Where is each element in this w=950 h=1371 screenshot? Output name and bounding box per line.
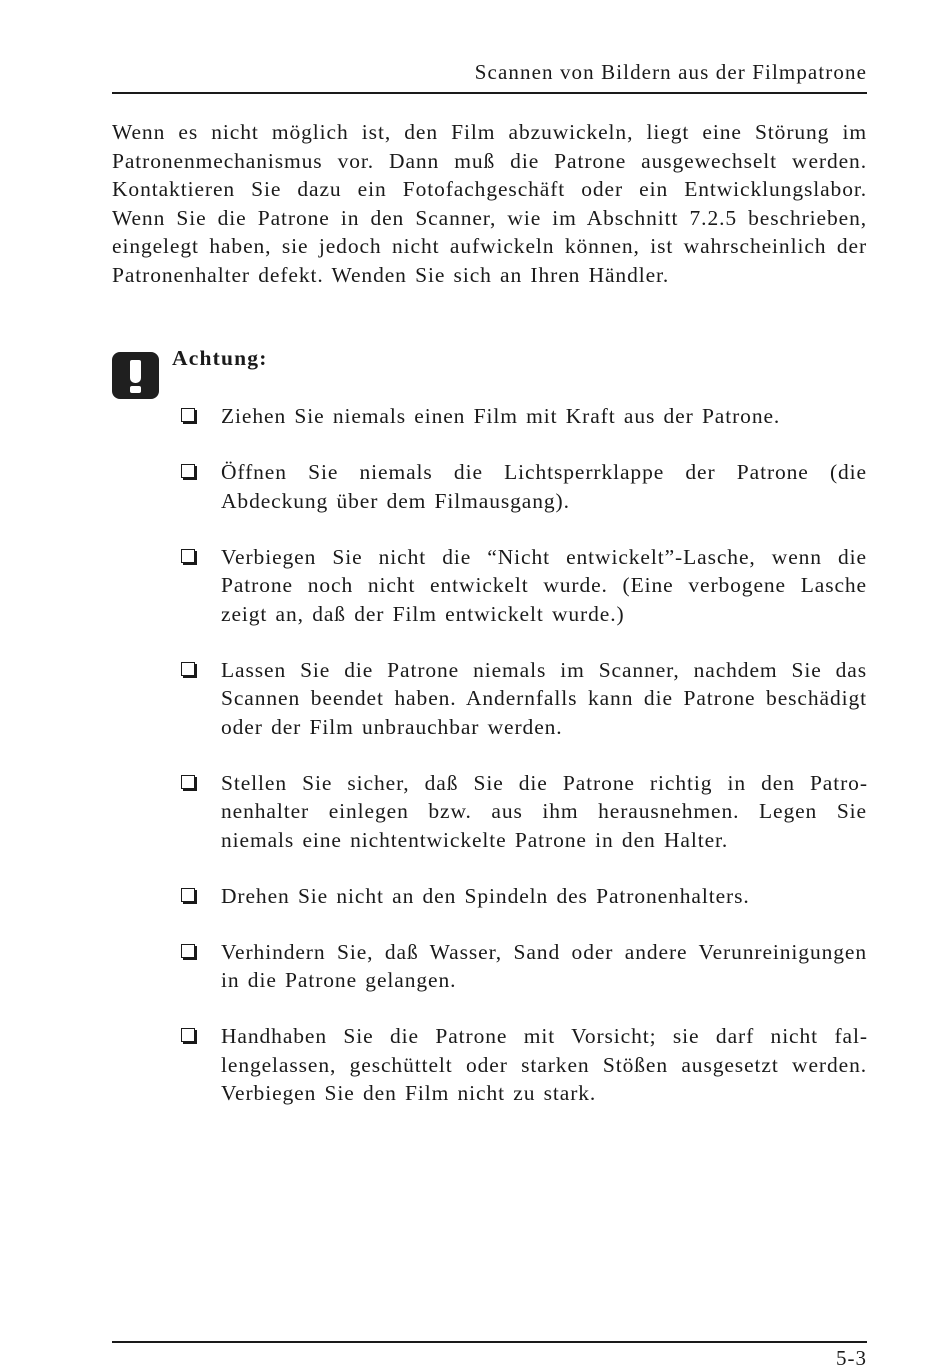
caution-item-text: Verhindern Sie, daß Wasser, Sand oder andere Verunreinigungen in die Patrone gelangen. (221, 939, 867, 992)
checkbox-bullet-icon (181, 888, 195, 902)
intro-paragraph: Wenn es nicht möglich ist, den Film abzuwickeln, liegt eine Störung im Patronenmechanismus vor. Dann muß die Patrone ausgewechselt werden. Kontaktieren Sie dazu ein Fotofachgeschäft oder ein Entwicklungslabor. Wenn Sie die Patrone in den Scanner, wie im Abschnitt 7.2.5 beschrieben, eingelegt haben, sie jedoch nicht aufwickeln können, ist wahrscheinlich der Patronenhalter defekt. Wenden Sie sich an Ihren Händler. (112, 120, 867, 287)
footer-rule (112, 1341, 867, 1343)
caution-item (180, 938, 867, 995)
caution-item (180, 402, 867, 431)
running-header: Scannen von Bildern aus der Filmpatrone (474, 60, 867, 84)
caution-item (180, 543, 867, 629)
checkbox-bullet-icon (181, 1028, 195, 1042)
caution-item-text: Verbiegen Sie nicht die “Nicht entwickelt”-Lasche, wenn die Patrone noch nicht entwickelt wurde. (Eine verbogene Lasche zeigt an, daß der Film entwickelt wurde.) (221, 544, 867, 626)
exclamation-warning-icon (112, 352, 159, 399)
checkbox-bullet-icon (181, 775, 195, 789)
caution-item (180, 458, 867, 515)
caution-list (180, 402, 867, 1135)
caution-item (180, 656, 867, 742)
caution-heading: Achtung: (172, 346, 268, 370)
checkbox-bullet-icon (181, 662, 195, 676)
caution-item-text: Drehen Sie nicht an den Spindeln des Patronenhalters. (221, 883, 750, 908)
checkbox-bullet-icon (181, 464, 195, 478)
caution-item (180, 769, 867, 855)
caution-item-text: Öffnen Sie niemals die Lichtsperrklappe der Patrone (die Abdeckung über dem Filmausgang). (221, 460, 867, 513)
header-rule (112, 92, 867, 94)
caution-item-text: Handhaben Sie die Patrone mit Vorsicht; sie darf nicht fallengelassen, geschüttelt oder starken Stößen ausgesetzt werden. Verbiegen Sie den Film nicht zu stark. (221, 1024, 867, 1105)
checkbox-bullet-icon (181, 944, 195, 958)
page-number: 5-3 (836, 1346, 867, 1370)
caution-item (180, 1022, 867, 1108)
checkbox-bullet-icon (181, 408, 195, 422)
caution-item-text: Ziehen Sie niemals einen Film mit Kraft aus der Patrone. (221, 404, 781, 428)
checkbox-bullet-icon (181, 549, 195, 563)
caution-item-text: Lassen Sie die Patrone niemals im Scanner, nachdem Sie das Scannen beendet haben. Andernfalls kann die Patrone beschädigt oder der Film unbrauchbar werden. (221, 657, 867, 739)
caution-item-text: Stellen Sie sicher, daß Sie die Patrone richtig in den Patronenhalter einlegen bzw. aus ihm herausnehmen. Legen Sie niemals eine nichtentwickelte Patrone in den Halter. (221, 770, 867, 852)
caution-item (180, 882, 867, 911)
